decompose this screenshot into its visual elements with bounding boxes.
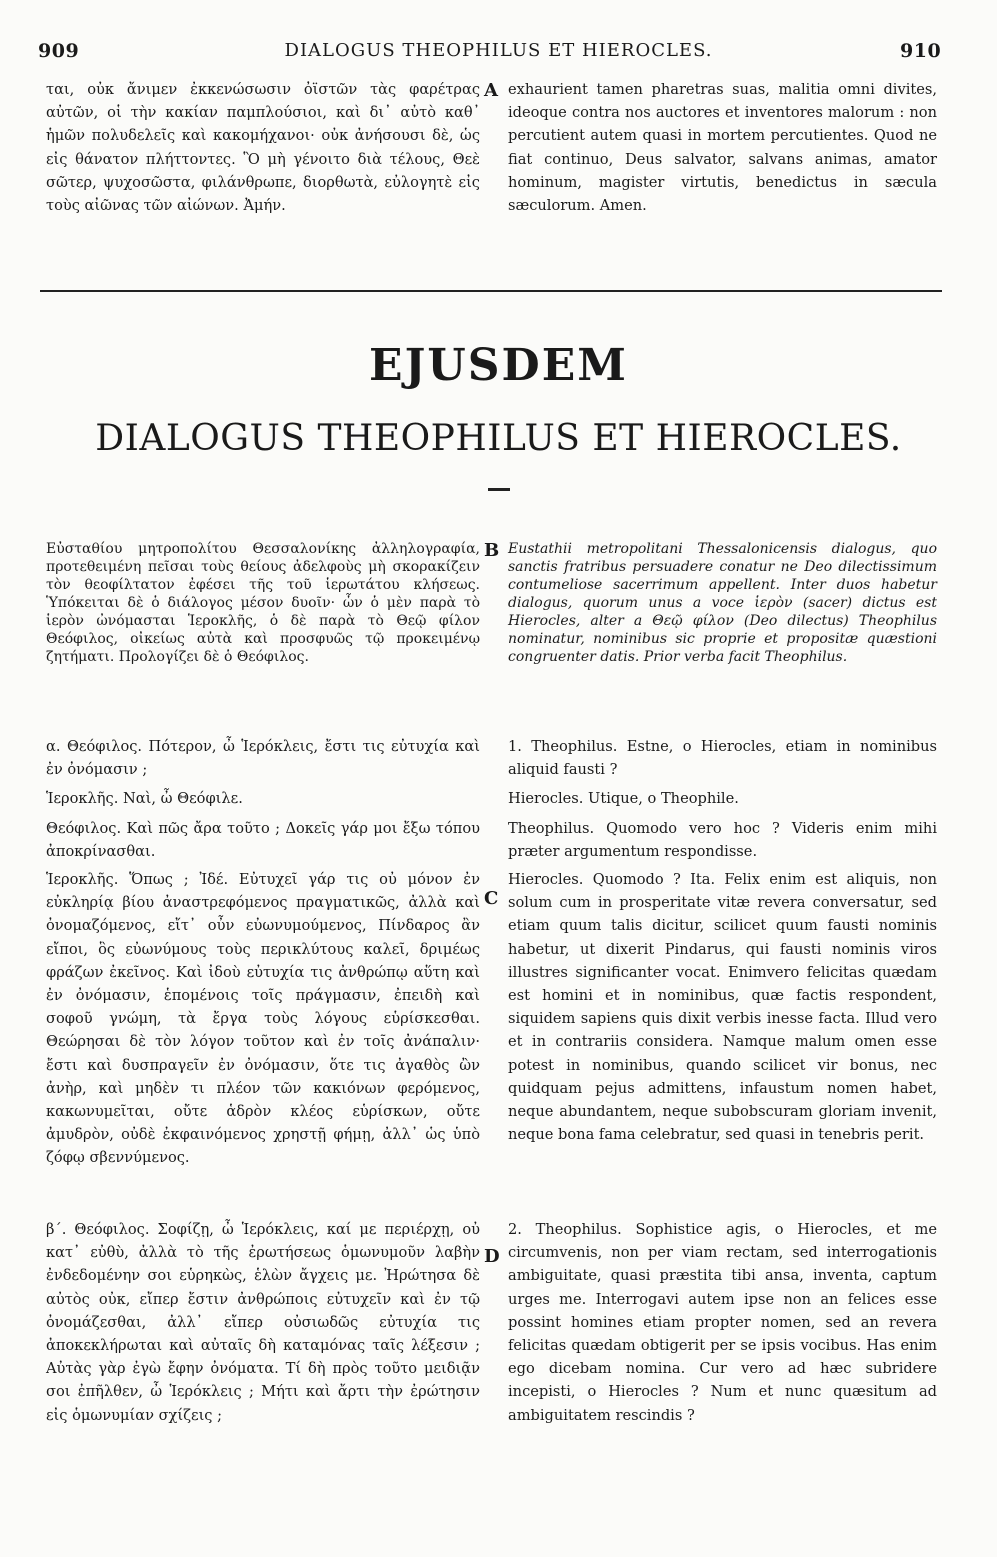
latin-exchange-1 [508, 735, 937, 863]
greek-line-1: α. Θεόφιλος. Πότερον, ὦ Ἱερόκλεις, ἔστι τις εὐτυχία καὶ ἐν ὀνόμασιν ; [46, 738, 480, 779]
margin-marker-d: D [484, 1246, 500, 1267]
page-number-right: 910 [900, 40, 942, 62]
sub-title: DIALOGUS THEOPHILUS ET HIEROCLES. [95, 418, 902, 459]
page-number-left: 909 [38, 40, 80, 62]
latin-hierocles-paragraph: Hierocles. Quomodo ? Ita. Felix enim est aliquis, non solum cum in prosperitate vitæ revera conversatur, sed etiam quum talis dicitur, scilicet quum fausti nominis habetur, ut dixerit Pindarus, qui fausti nominis viros illustres significanter vocat. Enimvero felicitas quædam est homini et in nominibus, quæ factis respondent, siquidem sapiens quis dixit verbis inesse facta. Illud vero et in contrariis considera. Namque malum omen esse potest in nominibus, quando scilicet vir bonus, nec quidquam pejus admittens, infaustum nomen habet, neque abundantem, neque subobscuram gloriam invenit, neque bona fama celebratur, sed quasi in tenebris perit. [508, 871, 937, 1144]
section-divider [40, 290, 942, 292]
greek-line-3: Θεόφιλος. Καὶ πῶς ἄρα τοῦτο ; Δοκεῖς γάρ μοι ἔξω τόπου ἀποκρίνασθαι. [46, 819, 480, 860]
greek-hierocles-paragraph: Ἱεροκλῆς. Ὅπως ; Ἰδέ. Εὐτυχεῖ γάρ τις οὐ μόνον ἐν εὐκληρίᾳ βίου ἀναστρεφόμενος πραγματικῶς, ἀλλὰ καὶ ὀνομαζόμενος, εἴτ᾽ οὖν εὐωνυμούμενος, Πίνδαρος ἂν εἴποι, ὃς εὐωνύμους τοὺς περικλύτους καλεῖ, δριμέως φράζων ἐκεῖνος. Καὶ ἰδοὺ εὐτυχία τις ἀνθρώπῳ αὕτη καὶ ἐν ὀνόμασιν, ἑπομένοις τοῖς πράγμασιν, ἐπειδὴ καὶ σοφοῦ γνώμη, τὰ ἔργα τοὺς λόγους εὑρίσκεσθαι. Θεώρησαι δὲ τὸν λόγον τοῦτον καὶ ἐν τοῖς ἀνάπαλιν· ἔστι καὶ δυσπραγεῖν ἐν ὀνόμασιν, ὅτε τις ἀγαθὸς ὢν ἀνὴρ, καὶ μηδὲν τι πλέον τῶν κακιόνων φερόμενος, κακωνυμεῖται, οὔτε ἁδρὸν κλέος εὑρίσκων, οὔτε ἀμυδρὸν, οὐδὲ ἐκφαινόμενος χρηστῇ φήμῃ, ἀλλ᾽ ὡς ὑπὸ ζόφῳ σβεννύμενος. [46, 871, 480, 1167]
margin-marker-b: B [484, 540, 500, 561]
greek-exchange-1 [46, 735, 480, 863]
running-title: DIALOGUS THEOPHILUS ET HIEROCLES. [284, 40, 713, 61]
title-dash [488, 488, 510, 491]
latin-line-1: 1. Theophilus. Estne, o Hierocles, etiam in nominibus aliquid fausti ? [508, 738, 937, 779]
latin-theophilus-2: 2. Theophilus. Sophistice agis, o Hierocles, et me circumvenis, non per viam rectam, sed interrogationis ambiguitate, quasi præstita tibi ansa, inventa, captum urges me. Interrogavi autem ipse non an felices esse possint homines etiam propter nomen, sed an revera felicitas quædam obtigerit per se ipsis vocibus. Has enim ego dicebam nomina. Cur vero ad hæc subridere incepisti, o Hierocles ? Num et nunc quæsitum ad ambiguitatem rescindis ? [508, 1221, 937, 1424]
greek-theophilus-2: β΄. Θεόφιλος. Σοφίζῃ, ὦ Ἱερόκλεις, καί με περιέρχῃ, οὐ κατ᾽ εὐθὺ, ἀλλὰ τὸ τῆς ἐρωτήσεως ὁμωνυμοῦν λαβὴν ἐνδεδομένην σοι εὑρηκὼς, ἑλὼν ἄγχεις με. Ἠρώτησα δὲ αὐτὸς οὐκ, εἴπερ ἔστιν ἀνθρώποις εὐτυχεῖν καὶ ἐν τῷ ὀνομάζεσθαι, ἀλλ᾽ εἴπερ οὐσιωδῶς εὐτυχία τις ἀποκεκλήρωται καὶ αὐταῖς δὴ καταμόνας ταῖς λέξεσιν ; Αὐτὰς γὰρ ἐγὼ ἔφην ὀνόματα. Τί δὴ πρὸς τοῦτο μειδιᾷν σοι ἐπῆλθεν, ὦ Ἱερόκλεις ; Μήτι καὶ ἄρτι τὴν ἐρώτησιν εἰς ὁμωνυμίαν σχίζεις ; [46, 1221, 480, 1424]
latin-top-text: exhaurient tamen pharetras suas, malitia omni divites, ideoque contra nos auctores et inventores malorum : non percutient autem quasi in mortem percutientes. Quod ne fiat continuo, Deus salvator, salvans animas, amator hominum, magister virtutis, benedictus in sæcula sæculorum. Amen. [508, 81, 937, 215]
latin-intro: Eustathii metropolitani Thessalonicensis dialogus, quo sanctis fratribus persuadere conatur ne Deo dilectissimum contumeliose sacerrimum appellent. Inter duos habetur dialogus, quorum unus a voce ἱερὸν (sacer) dictus est Hierocles, alter a Θεῷ φίλον (Deo dilectus) Theophilus nominatur, nominibus sic proprie et propositæ quæstioni congruenter datis. Prior verba facit Theophilus. [508, 541, 937, 665]
latin-line-3: Theophilus. Quomodo vero hoc ? Videris enim mihi præter argumentum respondisse. [508, 819, 937, 860]
margin-marker-a: A [484, 80, 498, 101]
greek-line-2: Ἱεροκλῆς. Ναὶ, ὦ Θεόφιλε. [46, 790, 243, 808]
main-title: EJUSDEM [369, 340, 628, 391]
greek-intro: Εὐσταθίου μητροπολίτου Θεσσαλονίκης ἀλληλογραφία, προτεθειμένη πεῖσαι τοὺς θείους ἀδελφοὺς μὴ σκορακίζειν τὸν θεοφίλτατον ἐφέσει τῆς τοῦ ἱερωτάτου κλήσεως. Ὑπόκειται δὲ ὁ διάλογος μέσον δυοῖν· ὧν ὁ μὲν παρὰ τὸ ἱερὸν ὠνόμασται Ἱεροκλῆς, ὁ δὲ παρὰ τὸ Θεῷ φίλον Θεόφιλος, οἰκείως αὐτὰ καὶ προσφυῶς τῷ προκειμένῳ ζητήματι. Προλογίζει δὲ ὁ Θεόφιλος. [46, 541, 480, 665]
latin-line-2: Hierocles. Utique, o Theophile. [508, 790, 739, 808]
margin-marker-c: C [484, 888, 499, 909]
greek-top-text: ται, οὐκ ἄνιμεν ἐκκενώσωσιν ὀϊστῶν τὰς φαρέτρας αὐτῶν, οἱ τὴν κακίαν παμπλούσιοι, καὶ δι᾽ αὐτὸ καθ᾽ ἡμῶν πολυδελεῖς καὶ κακομήχανοι· οὐκ ἀνήσουσι δὲ, ὡς εἰς θάνατον πλήττοντες. Ὃ μὴ γένοιτο διὰ τέλους, Θεὲ σῶτερ, ψυχοσῶστα, φιλάνθρωπε, διορθωτὰ, εὐλογητὲ εἰς τοὺς αἰῶνας τῶν αἰώνων. Ἀμήν. [46, 81, 480, 215]
